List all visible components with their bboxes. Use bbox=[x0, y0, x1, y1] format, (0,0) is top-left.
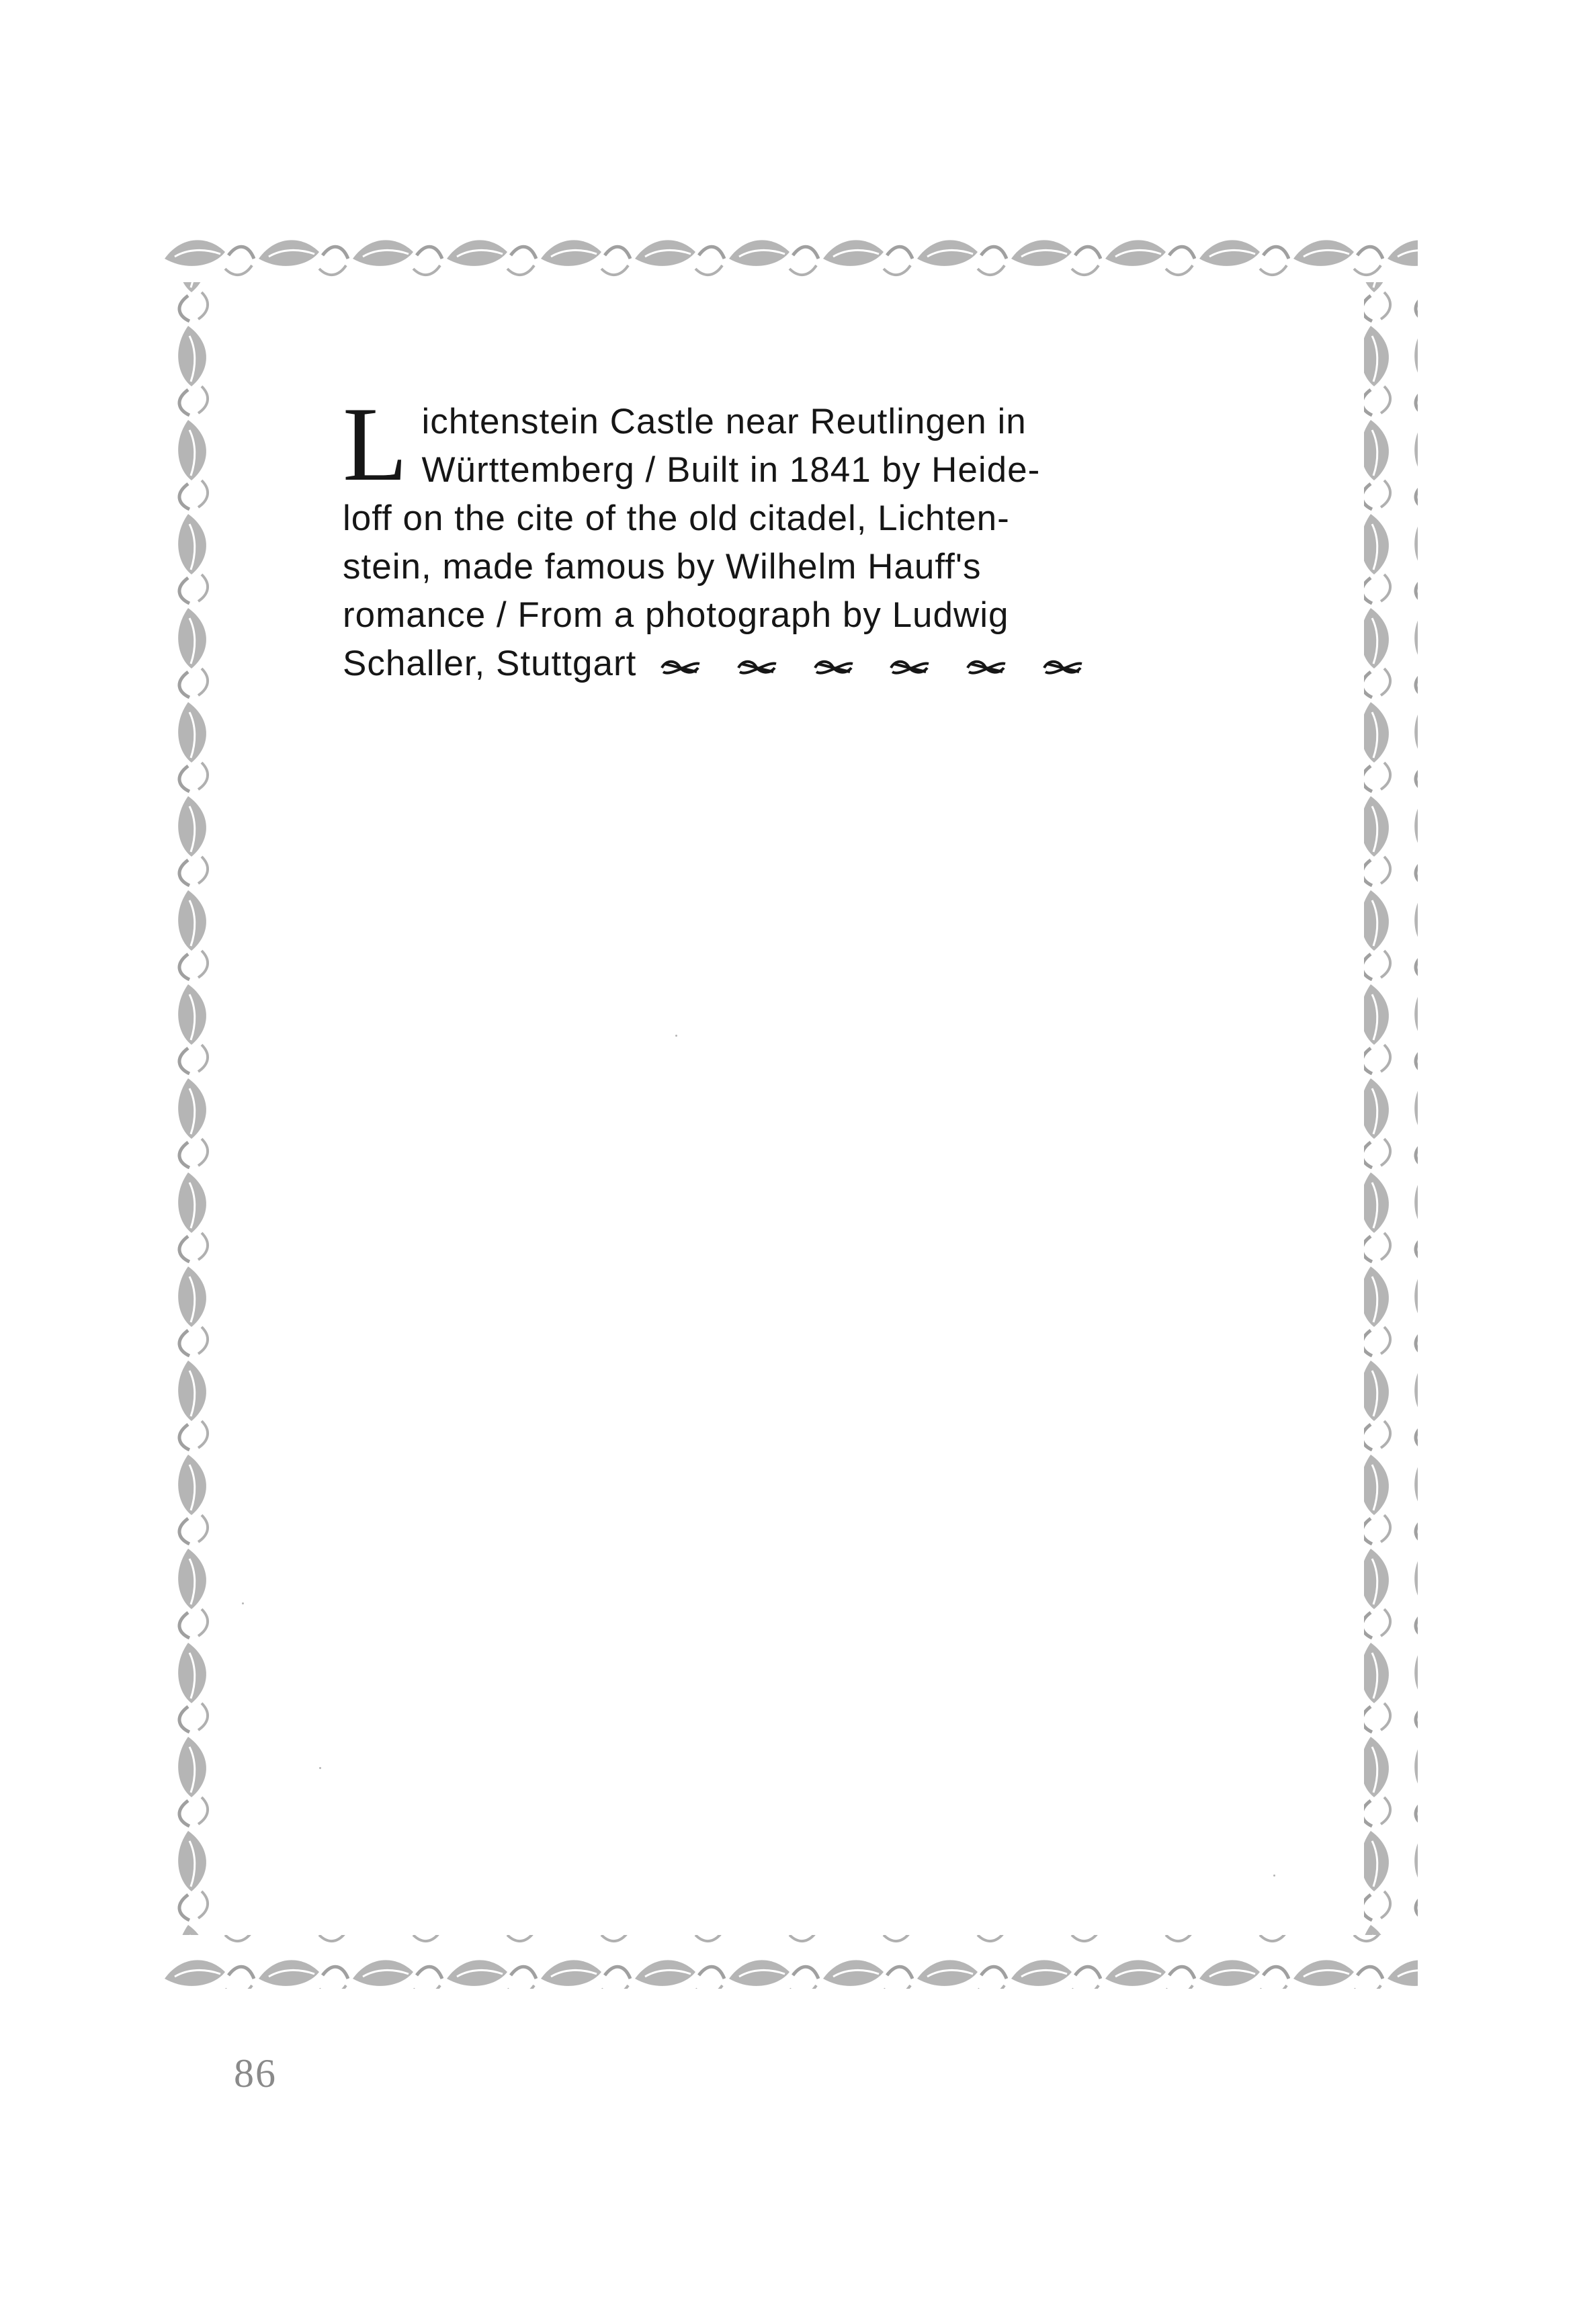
scroll-ornament-icon bbox=[659, 658, 702, 677]
caption-last-line bbox=[343, 640, 1105, 690]
scroll-ornament-icon bbox=[736, 658, 779, 677]
scroll-ornament-icon bbox=[812, 658, 855, 677]
paper-speck bbox=[319, 1767, 321, 1769]
page-number: 86 bbox=[234, 2051, 277, 2096]
caption-line: Schaller, Stuttgart bbox=[343, 644, 637, 683]
caption-line: stein, made famous by Wilhelm Hauff's bbox=[343, 547, 982, 587]
caption-line: loff on the cite of the old citadel, Lichten- bbox=[343, 499, 1010, 538]
scroll-ornament-icon bbox=[1041, 658, 1084, 677]
caption-line: ichtenstein Castle near Reutlingen in bbox=[421, 402, 1027, 441]
paper-speck bbox=[1273, 1875, 1275, 1877]
ornament-row bbox=[659, 642, 1084, 690]
drop-cap-letter: L bbox=[343, 386, 409, 503]
photo-caption bbox=[343, 386, 1105, 690]
paper-speck bbox=[675, 1035, 677, 1037]
caption-line: Württemberg / Built in 1841 by Heide- bbox=[421, 450, 1041, 490]
caption-line: romance / From a photograph by Ludwig bbox=[343, 595, 1009, 635]
scroll-ornament-icon bbox=[965, 658, 1008, 677]
paper-speck bbox=[242, 1602, 244, 1604]
scroll-ornament-icon bbox=[888, 658, 931, 677]
